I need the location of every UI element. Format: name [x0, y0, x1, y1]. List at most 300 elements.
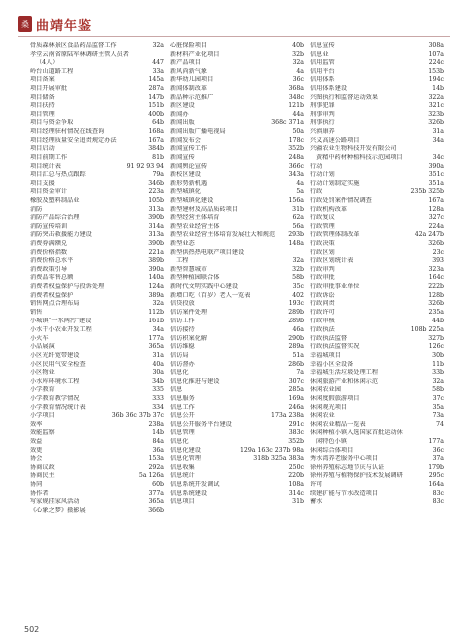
- index-page-ref: 58b: [292, 274, 304, 282]
- index-term: 新品种示范推广: [170, 93, 214, 101]
- index-page-ref: 153b: [428, 67, 444, 75]
- index-page-ref: 74: [436, 420, 444, 428]
- index-entry: [310, 223, 444, 232]
- index-page-ref: 368a: [288, 85, 304, 93]
- index-entry: [310, 335, 444, 344]
- index-entry: [170, 300, 304, 309]
- index-term: 幸福城项目: [310, 351, 341, 359]
- index-term: 信息业: [310, 50, 329, 58]
- index-term: 闲特色小镇: [316, 438, 347, 446]
- index-term: 行政问责: [310, 300, 335, 308]
- index-page-ref: 32b: [292, 50, 304, 58]
- index-term: 写家规挂家风活动: [30, 498, 80, 506]
- index-entry: [170, 111, 304, 120]
- index-page-ref: 235b 325b: [410, 188, 444, 196]
- index-page-ref: 32a: [152, 300, 164, 308]
- index-term: 休闲农业园: [310, 386, 341, 394]
- index-term: 新型城镇化: [170, 188, 201, 196]
- index-page-ref: 248a: [288, 153, 304, 161]
- index-page-ref: 167a: [428, 196, 444, 204]
- index-term: 新型建材及高品质砖项目: [170, 205, 239, 213]
- index-entry: [170, 378, 304, 387]
- index-term: 效更: [30, 446, 43, 454]
- index-entry: [30, 395, 164, 404]
- index-page-ref: 34b: [152, 377, 164, 385]
- index-page-ref: 58b: [432, 386, 444, 394]
- index-term: 小区物业: [30, 369, 55, 377]
- index-entry: [310, 68, 444, 77]
- index-entry: [170, 51, 304, 60]
- index-term: 新闻发布会: [170, 136, 201, 144]
- index-page-ref: 84a: [152, 438, 164, 446]
- index-term: 信用体系: [310, 76, 335, 84]
- index-entry: [170, 421, 304, 430]
- index-page-ref: 37a: [432, 455, 444, 463]
- index-page-ref: 290b: [288, 334, 304, 342]
- index-columns: [30, 42, 444, 607]
- index-term: 行动: [310, 162, 323, 170]
- index-term: 消防产品综合治理: [30, 214, 80, 222]
- index-entry: [170, 386, 304, 395]
- index-page-ref: 35c: [292, 283, 304, 291]
- index-page-ref: 56a: [292, 222, 304, 230]
- index-page-ref: 177a: [428, 438, 444, 446]
- index-term: 新产品项目: [170, 59, 201, 67]
- index-term: 信访案件处理: [170, 308, 208, 316]
- index-entry: [30, 223, 164, 232]
- index-entry: [30, 283, 164, 292]
- index-entry: [170, 137, 304, 146]
- index-term: 消防宣传培训: [30, 222, 68, 230]
- index-page-ref: 105b: [148, 196, 164, 204]
- index-term: 消防: [30, 205, 43, 213]
- index-term: 项目扶持: [30, 102, 55, 110]
- index-entry: [310, 94, 444, 103]
- index-page-ref: 4a: [296, 67, 304, 75]
- index-entry: [30, 498, 164, 507]
- index-page-ref: 321c: [428, 102, 444, 110]
- index-term: 行政审批事业单位: [310, 283, 360, 291]
- index-page-ref: 291c: [288, 420, 304, 428]
- yearbook-title: 曲靖年鉴: [36, 18, 93, 34]
- index-page-ref: 292a: [148, 463, 164, 471]
- index-term: 信用平台: [310, 67, 335, 75]
- index-term: 效益: [30, 438, 43, 446]
- index-term: 消费价格总水平: [30, 257, 74, 265]
- index-page-ref: 60b: [152, 481, 164, 489]
- index-page-ref: 326b: [428, 300, 444, 308]
- index-entry: [170, 206, 304, 215]
- index-entry: [30, 137, 164, 146]
- index-entry: [170, 455, 304, 464]
- index-entry: [30, 154, 164, 163]
- index-page-ref: 32b: [292, 265, 304, 273]
- index-page-ref: 327b: [428, 334, 444, 342]
- index-term: 信息宣传: [310, 42, 335, 49]
- index-page-ref: 23c: [432, 248, 444, 256]
- index-term: 新型智慧城市: [170, 265, 208, 273]
- index-page-ref: 308a: [428, 42, 444, 49]
- index-term: 行动计划制定实施: [310, 179, 360, 187]
- index-term: 信息公开: [170, 412, 195, 420]
- index-term: 协同: [30, 481, 43, 489]
- index-term: 效能监察: [30, 429, 55, 437]
- index-entry: [310, 76, 444, 85]
- index-entry: [310, 102, 444, 111]
- index-page-ref: 31b: [292, 205, 304, 213]
- index-entry: [310, 309, 444, 318]
- index-page-ref: 147b: [148, 93, 164, 101]
- index-term: 项目与资金争取: [30, 119, 74, 127]
- index-term: 新闻办: [170, 110, 189, 118]
- index-page-ref: 318b 325a 383a: [253, 455, 304, 463]
- index-page-ref: 31b: [292, 498, 304, 506]
- index-page-ref: 121b: [288, 102, 304, 110]
- index-term: 新风尚新气象: [170, 67, 208, 75]
- index-page-ref: 224c: [428, 59, 444, 67]
- index-term: 新型种植园联合体: [170, 274, 220, 282]
- index-term: 小区民用气安全检查: [30, 360, 86, 368]
- index-entry: [30, 59, 164, 68]
- index-page-ref: 377a: [148, 489, 164, 497]
- index-term: 信息统计: [170, 472, 195, 480]
- page-header: [18, 14, 92, 34]
- index-page-ref: 124a: [148, 283, 164, 291]
- index-term: 项目前期工作: [30, 153, 68, 161]
- index-page-ref: 112b: [148, 308, 164, 316]
- index-page-ref: 383c: [288, 429, 304, 437]
- index-entry: [170, 119, 304, 128]
- index-term: 项目经理质量安全追责规定办法: [30, 136, 117, 144]
- index-term: 消费品零售总额: [30, 274, 74, 282]
- index-term: 行政执法: [310, 326, 335, 334]
- index-entry: [310, 404, 444, 413]
- index-term: 销售网点合理布局: [30, 300, 80, 308]
- index-entry: [30, 464, 164, 473]
- index-entry: [310, 429, 444, 438]
- index-term: 项目管理: [30, 110, 55, 118]
- index-term: 新华幼儿园项目: [170, 76, 214, 84]
- index-entry: [310, 318, 444, 327]
- index-term: 项目开展审批: [30, 85, 68, 93]
- index-term: 行政审判: [310, 265, 335, 273]
- index-page-ref: 220b: [288, 472, 304, 480]
- index-term: 行政审核: [310, 317, 335, 325]
- index-page-ref: 33a: [152, 67, 164, 75]
- index-entry: [170, 343, 304, 352]
- index-entry: [30, 249, 164, 258]
- index-page-ref: 79a: [152, 171, 164, 179]
- index-term: 信息收集: [170, 463, 195, 471]
- index-page-ref: 193c: [288, 300, 304, 308]
- index-page-ref: 447: [152, 59, 164, 67]
- index-page-ref: 326b: [428, 240, 444, 247]
- index-page-ref: 390b: [148, 240, 164, 247]
- index-term: （4人）: [36, 59, 59, 67]
- index-entry: [170, 498, 304, 507]
- index-term: 刑事犯罪: [310, 102, 335, 110]
- index-entry: [310, 214, 444, 223]
- header-divider: [18, 36, 450, 37]
- index-page-ref: 286b: [288, 360, 304, 368]
- index-page-ref: 44b: [432, 317, 444, 325]
- index-page-ref: 323a: [428, 265, 444, 273]
- index-page-ref: 179b: [428, 463, 444, 471]
- index-term: 新闻宣传工作: [170, 145, 208, 153]
- index-page-ref: 46a: [292, 326, 304, 334]
- index-page-ref: 389a: [148, 291, 164, 299]
- index-entry: [310, 119, 444, 128]
- index-term: 项目资金审计: [30, 188, 68, 196]
- index-page-ref: 348c: [288, 93, 304, 101]
- index-term: 行政机构改革: [310, 205, 348, 213]
- index-entry: [310, 412, 444, 421]
- index-term: 效率: [30, 420, 43, 428]
- index-entry: [170, 85, 304, 94]
- index-term: 幸福城生活垃圾处理工程: [310, 369, 379, 377]
- index-page-ref: 153a: [148, 455, 164, 463]
- index-term: 岭台山道路工程: [30, 67, 74, 75]
- index-page-ref: 36a: [152, 446, 164, 454]
- index-page-ref: 365a: [148, 498, 164, 506]
- index-column-2: [170, 42, 304, 607]
- index-term: 黄精中药材种植科技示范园项目: [316, 153, 403, 161]
- index-page-ref: 335: [152, 386, 164, 394]
- index-page-ref: 173a 238a: [271, 412, 304, 420]
- index-entry: [310, 472, 444, 481]
- index-term: 行政执法监督实况: [310, 343, 360, 351]
- index-entry: [170, 42, 304, 51]
- index-entry: [30, 231, 164, 240]
- index-page-ref: 352b: [288, 438, 304, 446]
- index-term: 续建扩能与节水改造项目: [310, 489, 379, 497]
- index-page-ref: 164c: [428, 274, 444, 282]
- index-term: 行政执法监督: [310, 334, 348, 342]
- index-term: 许可: [310, 481, 323, 489]
- index-page-ref: 164a: [428, 481, 444, 489]
- index-page-ref: 34c: [432, 153, 444, 161]
- index-page-ref: 393: [432, 257, 444, 265]
- index-entry: [170, 163, 304, 172]
- index-page-ref: 83c: [432, 498, 444, 506]
- index-term: 新闻舆论宣传: [170, 162, 208, 170]
- index-term: 信息化: [170, 369, 189, 377]
- index-entry: [170, 249, 304, 258]
- index-page-ref: 223a: [148, 188, 164, 196]
- index-term: 销售: [30, 308, 43, 316]
- index-entry: [30, 188, 164, 197]
- index-entry: [310, 137, 444, 146]
- index-page-ref: 390a: [428, 162, 444, 170]
- index-entry: [30, 68, 164, 77]
- index-term: 信访维稳: [170, 343, 195, 351]
- index-page-ref: 285a: [288, 386, 304, 394]
- index-term: 信贷投放: [170, 300, 195, 308]
- index-entry: [30, 361, 164, 370]
- index-term: 行政决策: [310, 240, 335, 247]
- index-term: 信息系统建设: [170, 489, 208, 497]
- index-entry: [170, 76, 304, 85]
- index-term: 小区光纤宽带建设: [30, 351, 80, 359]
- index-page-ref: 390b: [148, 214, 164, 222]
- index-entry: [170, 214, 304, 223]
- index-page-ref: 31a: [432, 128, 444, 136]
- index-entry: [310, 266, 444, 275]
- index-page-ref: 293b: [288, 231, 304, 239]
- index-entry: [170, 274, 304, 283]
- index-page-ref: 250c: [288, 463, 304, 471]
- index-term: 信用监管: [310, 59, 335, 67]
- index-entry: [310, 85, 444, 94]
- index-entry: [170, 240, 304, 249]
- index-page-ref: 402: [292, 291, 304, 299]
- index-term: 信息工作: [170, 403, 195, 411]
- index-term: 信访局: [170, 351, 189, 359]
- index-page-ref: 289a: [288, 343, 304, 351]
- index-page-ref: 167a: [148, 136, 164, 144]
- index-entry: [30, 378, 164, 387]
- index-term: 新型农业经营主体: [170, 222, 220, 230]
- index-term: 行政管理: [310, 222, 335, 230]
- index-page-ref: 368c 371a: [271, 119, 304, 127]
- index-entry: [310, 154, 444, 163]
- index-entry: [170, 68, 304, 77]
- index-page-ref: 178c: [288, 136, 304, 144]
- index-page-ref: 35a: [432, 403, 444, 411]
- index-page-ref: 314c: [288, 489, 304, 497]
- index-page-ref: 51a: [292, 351, 304, 359]
- index-term: 信息化: [170, 438, 189, 446]
- index-page-ref: 40a: [152, 360, 164, 368]
- index-page-ref: 14b: [432, 85, 444, 93]
- index-entry: [30, 240, 164, 249]
- index-page-ref: 307c: [288, 377, 304, 385]
- index-term: 新增口吃（百岁）老人一览表: [170, 291, 251, 299]
- index-page-ref: 37c: [432, 394, 444, 402]
- index-term: 行政复议: [310, 214, 335, 222]
- index-entry: [170, 94, 304, 103]
- index-entry: [310, 145, 444, 154]
- index-page-ref: 32a: [292, 59, 304, 67]
- index-term: 休闲观光项目: [310, 403, 348, 411]
- index-entry: [30, 300, 164, 309]
- index-entry: [170, 102, 304, 111]
- index-entry: [310, 369, 444, 378]
- index-entry: [170, 318, 304, 327]
- index-page-ref: 333: [152, 394, 164, 402]
- index-page-ref: 168a: [148, 128, 164, 136]
- index-page-ref: 334: [152, 403, 164, 411]
- index-page-ref: 346b: [148, 179, 164, 187]
- index-entry: [310, 386, 444, 395]
- index-term: 小学教育: [30, 386, 55, 394]
- index-entry: [170, 128, 304, 137]
- index-term: 兴疆农业生物科技开发有限公司: [310, 145, 397, 153]
- index-entry: [30, 206, 164, 215]
- index-entry: [30, 145, 164, 154]
- index-entry: [170, 490, 304, 499]
- index-entry: [30, 429, 164, 438]
- index-entry: [30, 119, 164, 128]
- index-entry: [30, 309, 164, 318]
- index-page-ref: 351c: [428, 171, 444, 179]
- index-term: 信息化推进与建设: [170, 377, 220, 385]
- index-page-ref: 169a: [288, 394, 304, 402]
- index-page-ref: 313a: [148, 205, 164, 213]
- index-entry: [30, 343, 164, 352]
- index-page-ref: 313a: [148, 231, 164, 239]
- index-entry: [310, 274, 444, 283]
- index-page-ref: 32a: [432, 377, 444, 385]
- index-entry: [30, 214, 164, 223]
- index-page-ref: 148a: [288, 240, 304, 247]
- index-page-ref: 108b 225a: [410, 326, 444, 334]
- index-term: 小学教育情况统计表: [30, 403, 86, 411]
- index-entry: [170, 309, 304, 318]
- index-page-ref: 235a: [428, 308, 444, 316]
- index-page-ref: 14b: [152, 429, 164, 437]
- index-term: 《心象之梦》摄影展: [30, 506, 86, 514]
- index-term: 项目统计表: [30, 162, 61, 170]
- index-page-ref: 194c: [428, 76, 444, 84]
- index-entry: [30, 386, 164, 395]
- index-entry: [170, 429, 304, 438]
- index-entry: [30, 421, 164, 430]
- index-entry: [310, 188, 444, 197]
- index-term: 消防突击救援能力建设: [30, 231, 92, 239]
- index-term: 信访积案化解: [170, 334, 208, 342]
- index-term: 新材料产业化项目: [170, 50, 220, 58]
- index-entry: [170, 447, 304, 456]
- index-entry: [310, 455, 444, 464]
- index-page-ref: 343a: [288, 171, 304, 179]
- index-page-ref: 108a: [288, 481, 304, 489]
- index-page-ref: 42a 247b: [414, 231, 444, 239]
- index-term: 休闲种植小镇入选国家首批运动休: [310, 429, 403, 437]
- index-term: 新型供热热电联产项目建设: [170, 248, 245, 256]
- index-page-ref: 91 92 93 94: [126, 162, 164, 170]
- index-entry: [30, 257, 164, 266]
- index-term: 骨质森林景区食品药品监督工作: [30, 42, 117, 49]
- index-page-ref: 161b: [148, 317, 164, 325]
- index-term: 小城镇"一水两污"建设: [30, 317, 92, 325]
- index-page-ref: 327c: [428, 214, 444, 222]
- index-term: 行政: [310, 188, 323, 196]
- index-term: 休闲度假旅游项目: [310, 394, 360, 402]
- index-entry: [30, 76, 164, 85]
- index-term: 协商民主: [30, 472, 55, 480]
- index-page-ref: 32a: [152, 42, 164, 49]
- index-entry: [170, 266, 304, 275]
- index-entry: [310, 343, 444, 352]
- index-term: 新闻出版: [170, 119, 195, 127]
- index-page-ref: 145a: [148, 76, 164, 84]
- index-entry: [170, 283, 304, 292]
- index-page-ref: 352b: [288, 145, 304, 153]
- index-page-ref: 221a: [148, 248, 164, 256]
- index-term: 新闻宣传: [170, 153, 195, 161]
- index-page-ref: 36c: [432, 446, 444, 454]
- index-entry: [310, 51, 444, 60]
- page-number: 502: [24, 625, 40, 634]
- index-term: 小水干小农业开发工程: [30, 326, 92, 334]
- index-term: 秀水湾养老服务中心项目: [310, 455, 379, 463]
- index-entry: [170, 59, 304, 68]
- index-term: 消费价格指数: [30, 248, 68, 256]
- index-term: 信息化管理: [170, 455, 201, 463]
- index-term: 小学教育教学情况: [30, 394, 80, 402]
- index-entry: [30, 42, 164, 51]
